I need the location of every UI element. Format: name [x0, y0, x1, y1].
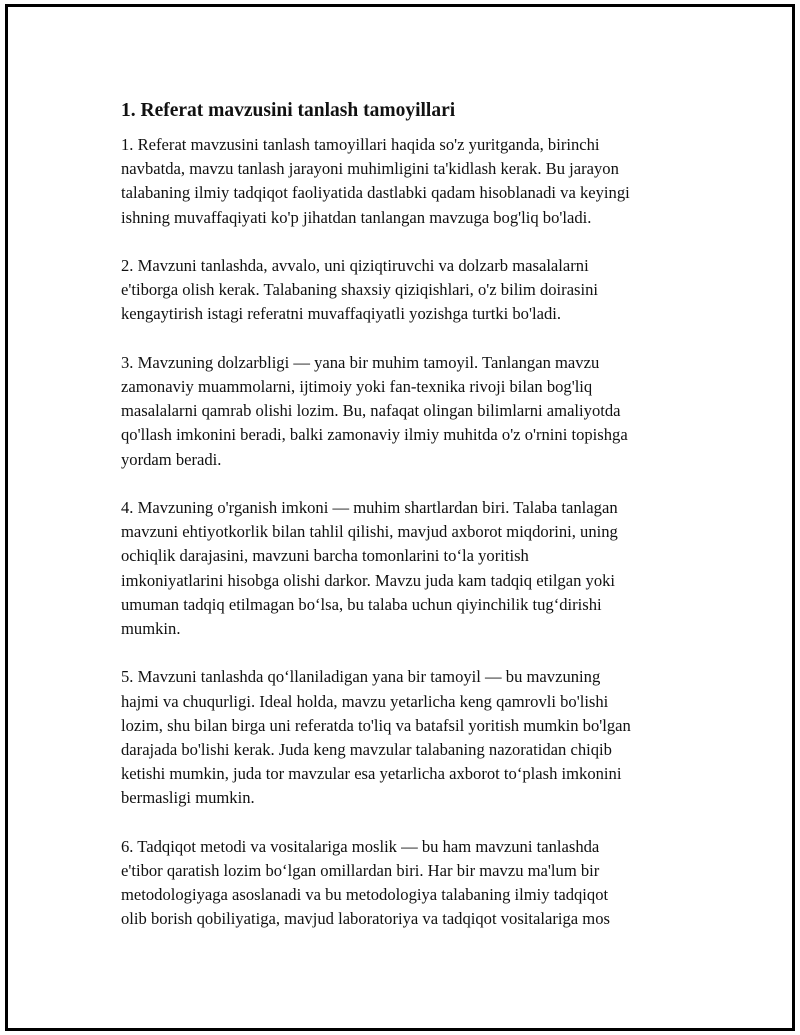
paragraph-line: 4. Mavzuning o'rganish imkoni — muhim shartlardan biri. Talaba tanlagan — [121, 498, 618, 517]
paragraph-line: masalalarni qamrab olishi lozim. Bu, nafaqat olingan bilimlarni amaliyotda — [121, 401, 621, 421]
paragraph-6 — [121, 835, 691, 932]
paragraph-line: metodologiyaga asoslanadi va bu metodologiya talabaning ilmiy tadqiqot — [121, 885, 609, 905]
document-content — [121, 98, 691, 956]
paragraph-line: ishning muvaffaqiyati ko'p jihatdan tanlangan mavzuga bog'liq bo'ladi. — [121, 207, 592, 227]
paragraph-line: kengaytirish istagi referatni muvaffaqiyatli yozishga turtki bo'ladi. — [121, 304, 561, 324]
paragraph-line: 5. Mavzuni tanlashda qo‘llaniladigan yana bir tamoyil — bu mavzuning — [121, 667, 601, 687]
paragraph-line: e'tibor qaratish lozim bo‘lgan omillardan biri. Har bir mavzu ma'lum bir — [121, 861, 600, 881]
paragraph-2 — [121, 254, 691, 327]
paragraph-line: navbatda, mavzu tanlash jarayoni muhimligini ta'kidlash kerak. Bu jarayon — [121, 159, 619, 179]
paragraph-line: qo'llash imkonini beradi, balki zamonaviy ilmiy muhitda o'z o'rnini topishga — [121, 425, 628, 445]
document-title: 1. Referat mavzusini tanlash tamoyillari — [121, 100, 456, 121]
paragraph-line: darajada bo'lishi kerak. Juda keng mavzular talabaning nazoratidan chiqib — [121, 740, 612, 760]
paragraph-line: zamonaviy muammolarni, ijtimoiy yoki fan-texnika rivoji bilan bog'liq — [121, 377, 593, 396]
paragraph-4 — [121, 496, 691, 641]
paragraph-line: 3. Mavzuning dolzarbligi — yana bir muhim tamoyil. Tanlangan mavzu — [121, 352, 600, 372]
paragraph-line: 6. Tadqiqot metodi va vositalariga moslik — bu ham mavzuni tanlashda — [121, 836, 600, 856]
paragraph-line: lozim, shu bilan birga uni referatda to'liq va batafsil yoritish mumkin bo'lgan — [121, 715, 631, 735]
paragraph-line: ketishi mumkin, juda tor mavzular esa yetarlicha axborot to‘plash imkonini — [121, 764, 622, 784]
paragraph-3 — [121, 351, 691, 472]
paragraph-line: imkoniyatlarini hisobga olishi darkor. Mavzu juda kam tadqiq etilgan yoki — [121, 570, 616, 590]
paragraph-line: bermasligi mumkin. — [121, 788, 255, 808]
paragraph-line: 1. Referat mavzusini tanlash tamoyillari haqida so'z yuritganda, birinchi — [121, 135, 600, 154]
paragraph-line: olib borish qobiliyatiga, mavjud laboratoriya va tadqiqot vositalariga mos — [121, 909, 610, 929]
paragraph-line: talabaning ilmiy tadqiqot faoliyatida dastlabki qadam hisoblanadi va keyingi — [121, 183, 630, 203]
paragraph-line: hajmi va chuqurligi. Ideal holda, mavzu yetarlicha keng qamrovli bo'lishi — [121, 691, 609, 711]
paragraph-line: umuman tadqiq etilmagan bo‘lsa, bu talaba uchun qiyinchilik tug‘dirishi — [121, 594, 602, 614]
paragraph-line: mumkin. — [121, 619, 181, 639]
document-page — [5, 4, 795, 1031]
paragraph-line: e'tiborga olish kerak. Talabaning shaxsiy qiziqishlari, o'z bilim doirasini — [121, 280, 599, 300]
paragraph-line: mavzuni ehtiyotkorlik bilan tahlil qilishi, mavjud axborot miqdorini, uning — [121, 522, 618, 542]
paragraph-5 — [121, 665, 691, 810]
paragraph-1 — [121, 133, 691, 230]
paragraph-line: ochiqlik darajasini, mavzuni barcha tomonlarini to‘la yoritish — [121, 546, 529, 566]
paragraph-line: yordam beradi. — [121, 449, 222, 469]
paragraph-line: 2. Mavzuni tanlashda, avvalo, uni qiziqtiruvchi va dolzarb masalalarni — [121, 256, 589, 275]
